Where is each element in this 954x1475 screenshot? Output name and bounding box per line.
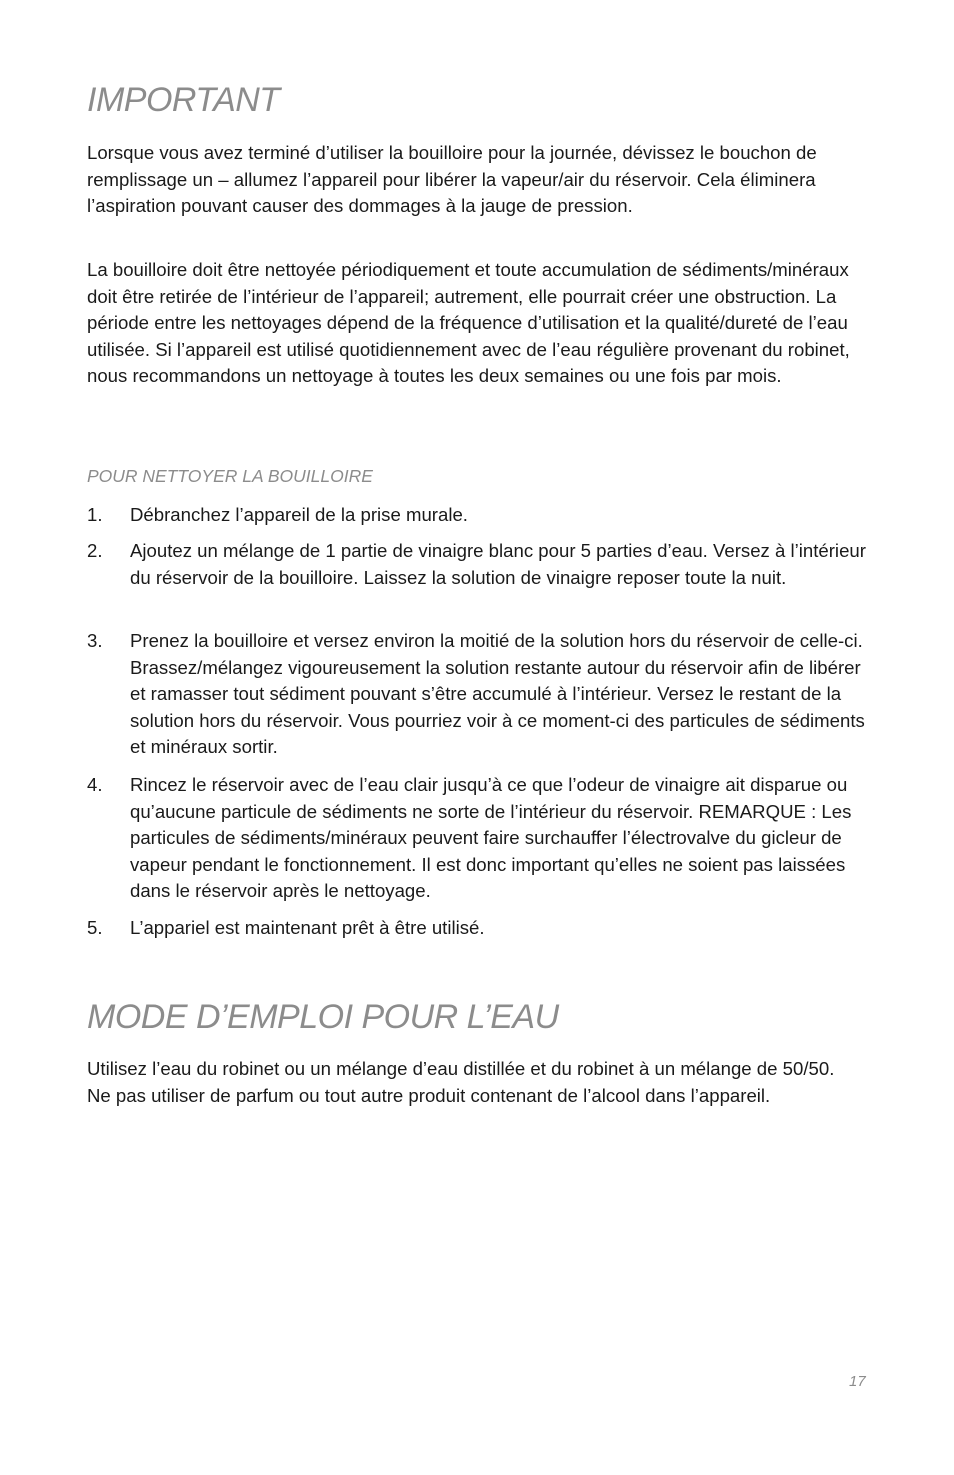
step-number: 3. xyxy=(87,630,103,651)
step-number: 5. xyxy=(87,917,103,938)
step-text: Ajoutez un mélange de 1 partie de vinaigre blanc pour 5 parties d’eau. Versez à l’intérieur du réservoir de la bouilloire. Laissez la solution de vinaigre reposer toute la nuit. xyxy=(130,540,866,588)
step-text: Prenez la bouilloire et versez environ la moitié de la solution hors du réservoir de celle-ci. Brassez/mélangez vigoureusement la solution restante autour du réservoir afin de libérer et ramasser tout sédiment pouvant s’être accumulé à l’intérieur. Versez le restant de la solution hors du réservoir. Vous pourriez voir à ce moment-ci des particules de sédiments et minéraux sortir. xyxy=(130,630,865,757)
cleaning-subtitle: POUR NETTOYER LA BOUILLOIRE xyxy=(87,466,373,486)
cleaning-step-5 xyxy=(87,915,869,942)
step-text: L’appariel est maintenant prêt à être utilisé. xyxy=(130,917,485,938)
section-title-water: MODE D’EMPLOI POUR L’EAU xyxy=(87,998,559,1036)
cleaning-step-3 xyxy=(87,628,869,761)
cleaning-step-2 xyxy=(87,538,869,591)
step-text: Débranchez l’appareil de la prise murale. xyxy=(130,504,468,525)
cleaning-step-1 xyxy=(87,502,869,529)
page-number: 17 xyxy=(849,1373,866,1390)
cleaning-step-4 xyxy=(87,772,869,905)
step-number: 1. xyxy=(87,504,103,525)
step-text: Rincez le réservoir avec de l’eau clair jusqu’à ce que l’odeur de vinaigre ait disparue ou qu’aucune particule de sédiments ne sorte de l’intérieur du réservoir. REMARQUE : Les particules de sédiments/minéraux peuvent faire surchauffer l’électrovalve du gicleur de vapeur pendant le fonctionnement. Il est donc important qu’elles ne soient pas laissées dans le réservoir après le nettoyage. xyxy=(130,774,852,901)
section-title-important: IMPORTANT xyxy=(87,81,280,119)
water-paragraph: Utilisez l’eau du robinet ou un mélange d’eau distillée et du robinet à un mélange de 50/50. Ne pas utiliser de parfum ou tout autre produit contenant de l’alcool dans l’appareil. xyxy=(87,1058,835,1106)
important-paragraph-1: Lorsque vous avez terminé d’utiliser la bouilloire pour la journée, dévissez le bouchon de remplissage un – allumez l’appareil pour libérer la vapeur/air du réservoir. Cela éliminera l’aspiration pouvant causer des dommages à la jauge de pression. xyxy=(87,142,817,216)
step-number: 4. xyxy=(87,774,103,795)
step-number: 2. xyxy=(87,540,103,561)
important-paragraph-2: La bouilloire doit être nettoyée périodiquement et toute accumulation de sédiments/minéraux doit être retirée de l’intérieur de l’appareil; autrement, elle pourrait créer une obstruction. La période entre les nettoyages dépend de la fréquence d’utilisation et la qualité/dureté de l’eau utilisée. Si l’appareil est utilisé quotidiennement avec de l’eau régulière provenant du robinet, nous recommandons un nettoyage à toutes les deux semaines ou une fois par mois. xyxy=(87,259,850,386)
